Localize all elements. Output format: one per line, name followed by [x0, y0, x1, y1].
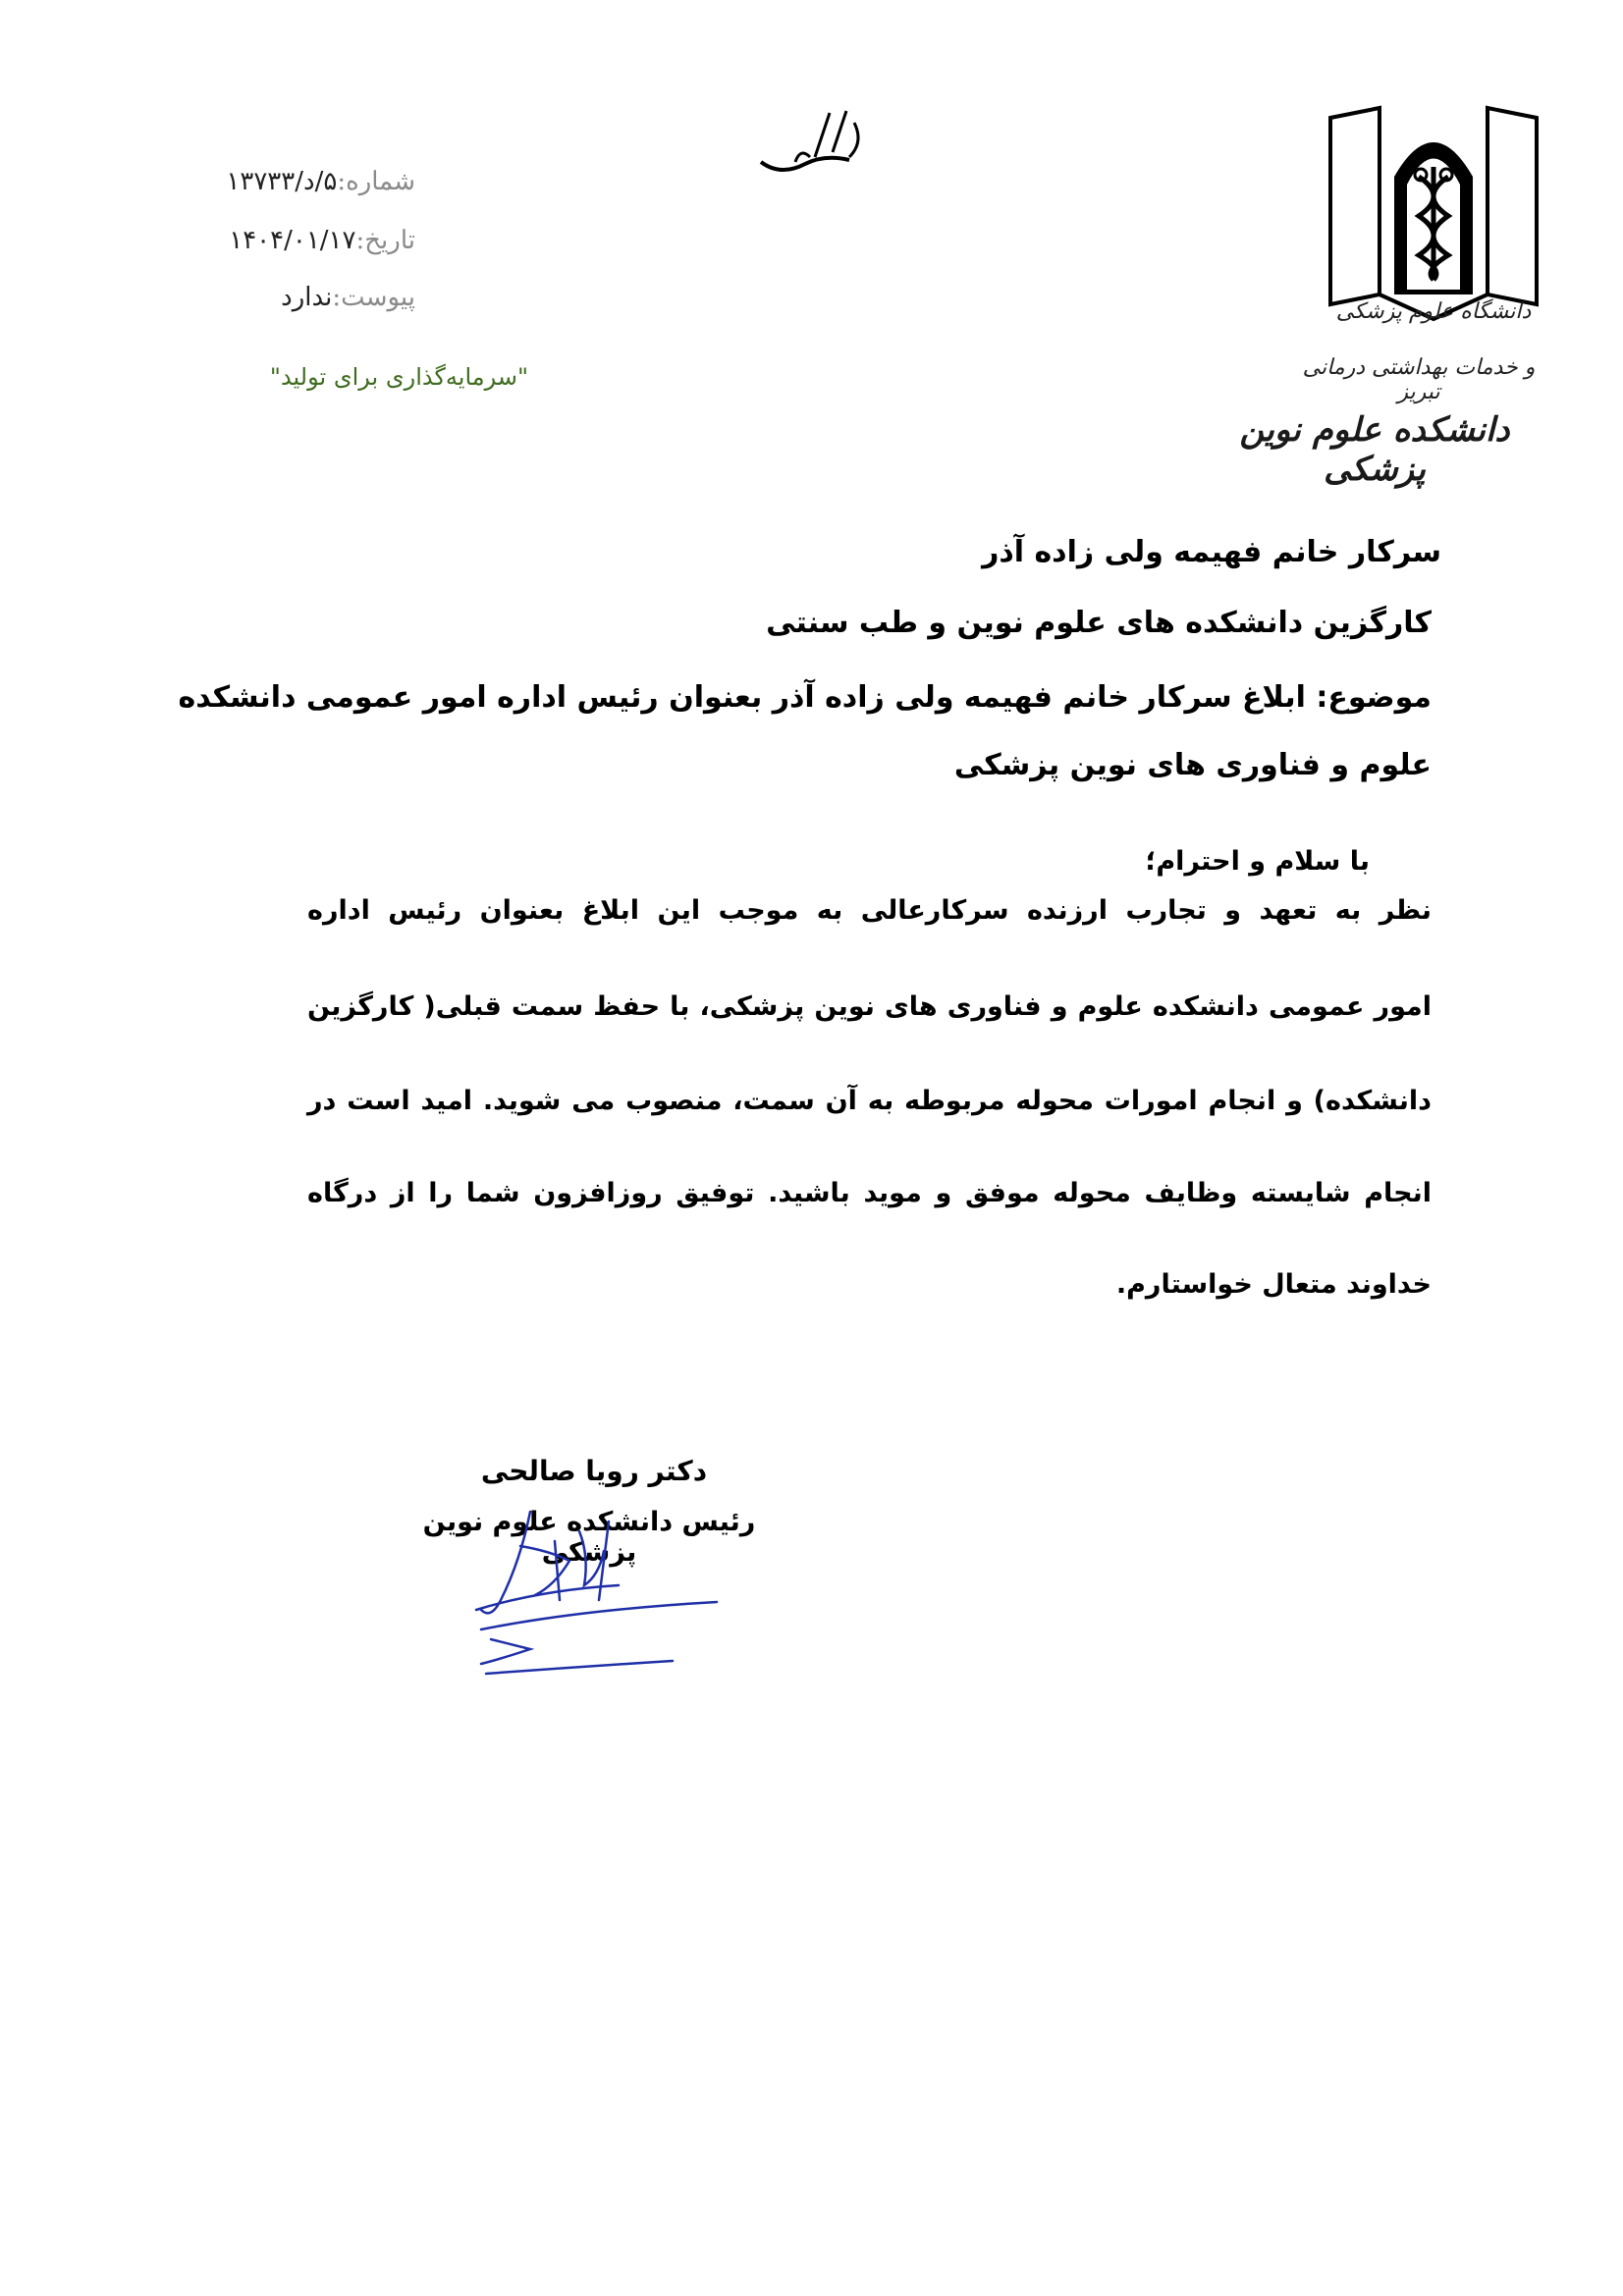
handwritten-signature	[461, 1492, 736, 1679]
signer-title: رئیس دانشکده علوم نوین پزشکی	[422, 1507, 756, 1568]
subject-line-2: علوم و فناوری های نوین پزشکی	[953, 748, 1432, 782]
subject-line-1: موضوع: ابلاغ سرکار خانم فهیمه ولی زاده آذر بعنوان رئیس اداره امور عمومی دانشکده	[178, 680, 1432, 715]
faculty-name: دانشکده علوم نوین پزشکی	[1239, 410, 1510, 489]
recipient-name: سرکار خانم فهیمه ولی زاده آذر	[982, 535, 1441, 569]
recipient-role: کارگزین دانشکده های علوم نوین و طب سنتی	[766, 606, 1432, 640]
greeting: با سلام و احترام؛	[1145, 846, 1370, 877]
letter-number	[226, 167, 415, 196]
body-line-5: خداوند متعال خواستارم.	[1115, 1269, 1432, 1300]
body-line-4: انجام شایسته وظایف محوله موفق و موید باشید. توفیق روزافزون شما را از درگاه	[307, 1178, 1432, 1208]
year-slogan: "سرمایه‌گذاری برای تولید"	[269, 363, 528, 391]
letter-attachment-label: پیوست:	[332, 283, 415, 312]
body-line-1: نظر به تعهد و تجارب ارزنده سرکارعالی به موجب این ابلاغ بعنوان رئیس اداره	[307, 895, 1432, 926]
basmala-calligraphy-icon	[756, 103, 874, 182]
body-line-3: دانشکده) و انجام امورات محوله مربوطه به آن سمت، منصوب می شوید. امید است در	[307, 1086, 1432, 1116]
letter-number-value: ۵/د/۱۳۷۳۳	[226, 167, 338, 196]
body-line-2: امور عمومی دانشکده علوم و فناوری های نوین پزشکی، با حفظ سمت قبلی( کارگزین	[307, 991, 1432, 1022]
letter-attachment	[281, 283, 415, 312]
signer-name: دکتر رویا صالحی	[480, 1455, 708, 1487]
letter-date-label: تاریخ:	[355, 226, 415, 255]
letter-number-label: شماره:	[337, 167, 415, 196]
university-name-line1: دانشگاه علوم پزشکی	[1335, 299, 1532, 324]
letter-attachment-value: ندارد	[281, 283, 333, 312]
letter-date-value: ۱۴۰۴/۰۱/۱۷	[229, 226, 356, 255]
letter-date	[229, 226, 415, 255]
university-name-line2: و خدمات بهداشتی درمانی تبریز	[1302, 355, 1536, 404]
